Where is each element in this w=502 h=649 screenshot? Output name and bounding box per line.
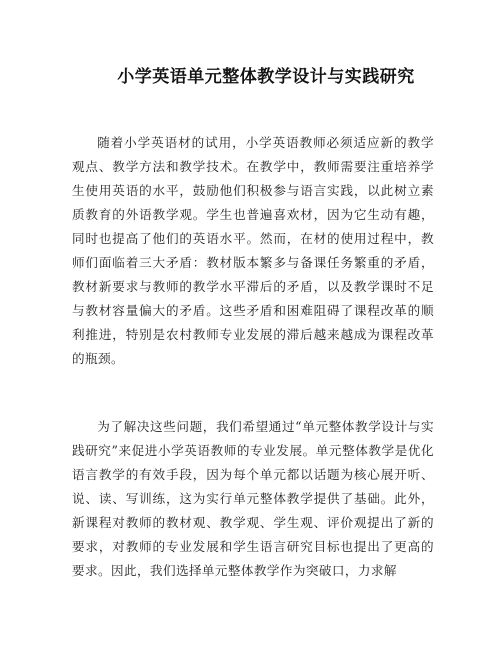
paragraph-1: 随着小学英语材的试用，小学英语教师必须适应新的教学观点、教学方法和教学技术。在教学中，教师需要注重培养学生使用英语的水平，鼓励他们积极参与语言实践，以此树立素质教育的外语教学观。学生也普遍喜欢材，因为它生动有趣，同时也提高了他们的英语水平。然而，在材的使用过程中，教师们面临着三大矛盾：教材版本繁多与备课任务繁重的矛盾，教材新要求与教师的教学水平滞后的矛盾，以及教学课时不足与教材容量偏大的矛盾。这些矛盾和困难阻碍了课程改革的顺利推进，特别是农村教师专业发展的滞后越来越成为课程改革的瓶颈。 [72, 134, 434, 367]
document-title: 小学英语单元整体教学设计与实践研究 [117, 67, 415, 87]
paragraph-2: 为了解决这些问题，我们希望通过“单元整体教学设计与实践研究”来促进小学英语教师的专业发展。单元整体教学是优化语言教学的有效手段，因为每个单元都以话题为核心展开听、说、读、写训练，这为实行单元整体教学提供了基础。此外，新课程对教师的教材观、教学观、学生观、评价观提出了新的要求，对教师的专业发展和学生语言研究目标也提出了更高的要求。因此，我们选择单元整体教学作为突破口，力求解 [72, 418, 434, 579]
